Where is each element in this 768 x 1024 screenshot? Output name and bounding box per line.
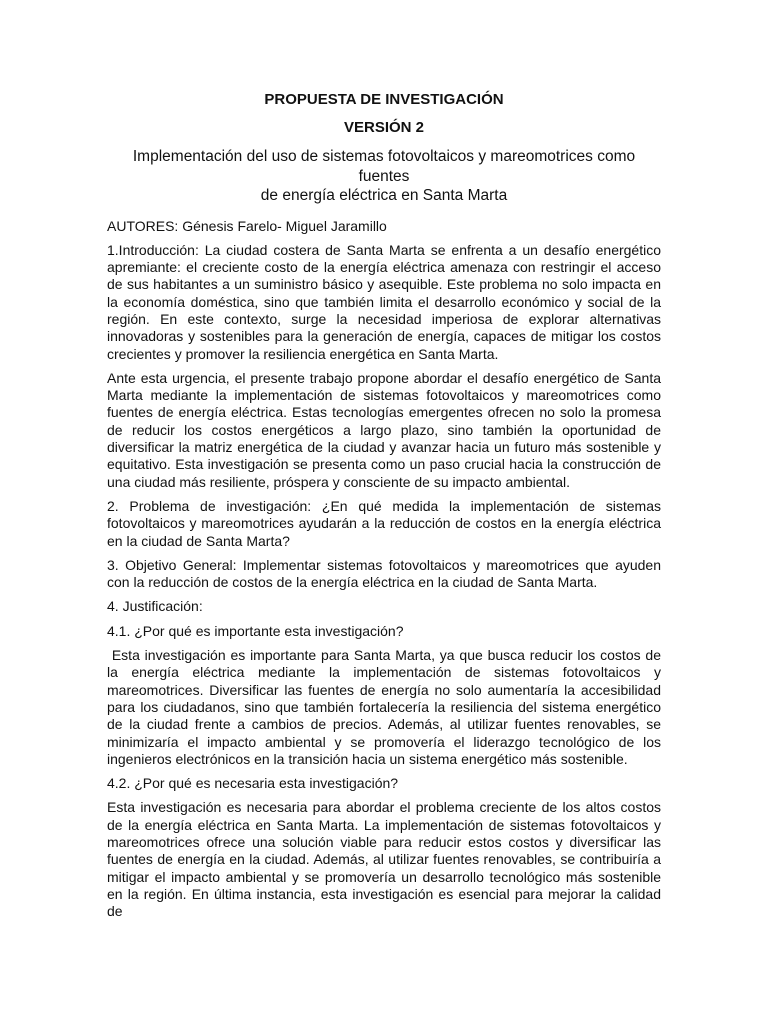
question-1-heading: 4.1. ¿Por qué es importante esta investigación? [107, 622, 404, 639]
question-2-body: Esta investigación es necesaria para abordar el problema creciente de los altos costos de la energía eléctrica en Santa Marta. La implementación de sistemas fotovoltaicos y mareomotrices ofrece una solución viable para reducir estos costos y diversificar las fuentes de energía en la ciudad. Además, al utilizar fuentes renovables, se contribuiría a mitigar el impacto ambiental y se promovería un desarrollo tecnológico más sostenible en la región. En última instancia, esta investigación es esencial para mejorar la calidad de [107, 799, 661, 920]
introduction-paragraph-2: Ante esta urgencia, el presente trabajo propone abordar el desafío energético de Santa Marta mediante la implementación de sistemas fotovoltaicos y mareomotrices como fuentes de energía eléctrica. Estas tecnologías emergentes ofrecen no solo la promesa de reducir los costos energéticos a largo plazo, sino también la oportunidad de diversificar la matriz energética de la ciudad y avanzar hacia un futuro más sostenible y equitativo. Esta investigación se presenta como un paso crucial hacia la construcción de una ciudad más resiliente, próspera y consciente de su impacto ambiental. [107, 369, 661, 490]
question-2-heading: 4.2. ¿Por qué es necesaria esta investigación? [107, 775, 399, 792]
question-1-body: Esta investigación es importante para Santa Marta, ya que busca reducir los costos de la energía eléctrica mediante la implementación de sistemas fotovoltaicos y mareomotrices. Diversificar las fuentes de energía no solo aumentaría la accesibilidad para los ciudadanos, sino que también fortalecería la resiliencia del sistema energético de la ciudad frente a cambios de precios. Además, al utilizar fuentes renovables, se minimizaría el impacto ambiental y se promovería el liderazgo tecnológico de los ingenieros electrónicos en la transición hacia un sistema energético más sostenible. [107, 647, 665, 767]
research-problem: 2. Problema de investigación: ¿En qué medida la implementación de sistemas fotovoltaicos y mareomotrices ayudarán a la reducción de costos en la energía eléctrica en la ciudad de Santa Marta? [107, 497, 661, 549]
document-title: PROPUESTA DE INVESTIGACIÓN [264, 91, 504, 108]
general-objective: 3. Objetivo General: Implementar sistemas fotovoltaicos y mareomotrices que ayuden con la reducción de costos de la energía eléctrica en la ciudad de Santa Marta. [107, 556, 661, 591]
introduction-paragraph-1: 1.Introducción: La ciudad costera de Santa Marta se enfrenta a un desafío energético apremiante: el creciente costo de la energía eléctrica amenaza con restringir el acceso de sus habitantes a un suministro básico y asequible. Este problema no solo impacta en la economía doméstica, sino que también limita el desarrollo económico y social de la región. En este contexto, surge la necesidad imperiosa de explorar alternativas innovadoras y sostenibles para la generación de energía, capaces de mitigar los costos crecientes y promover la resiliencia energética en Santa Marta. [107, 241, 661, 362]
justification-heading: 4. Justificación: [107, 598, 203, 615]
document-subtitle [107, 147, 661, 206]
subtitle-line-2: de energía eléctrica en Santa Marta [260, 187, 508, 204]
authors-line: AUTORES: Génesis Farelo- Miguel Jaramillo [107, 217, 387, 234]
subtitle-line-1: Implementación del uso de sistemas fotovoltaicos y mareomotrices como fuentes [132, 148, 636, 185]
document-version: VERSIÓN 2 [343, 119, 425, 136]
